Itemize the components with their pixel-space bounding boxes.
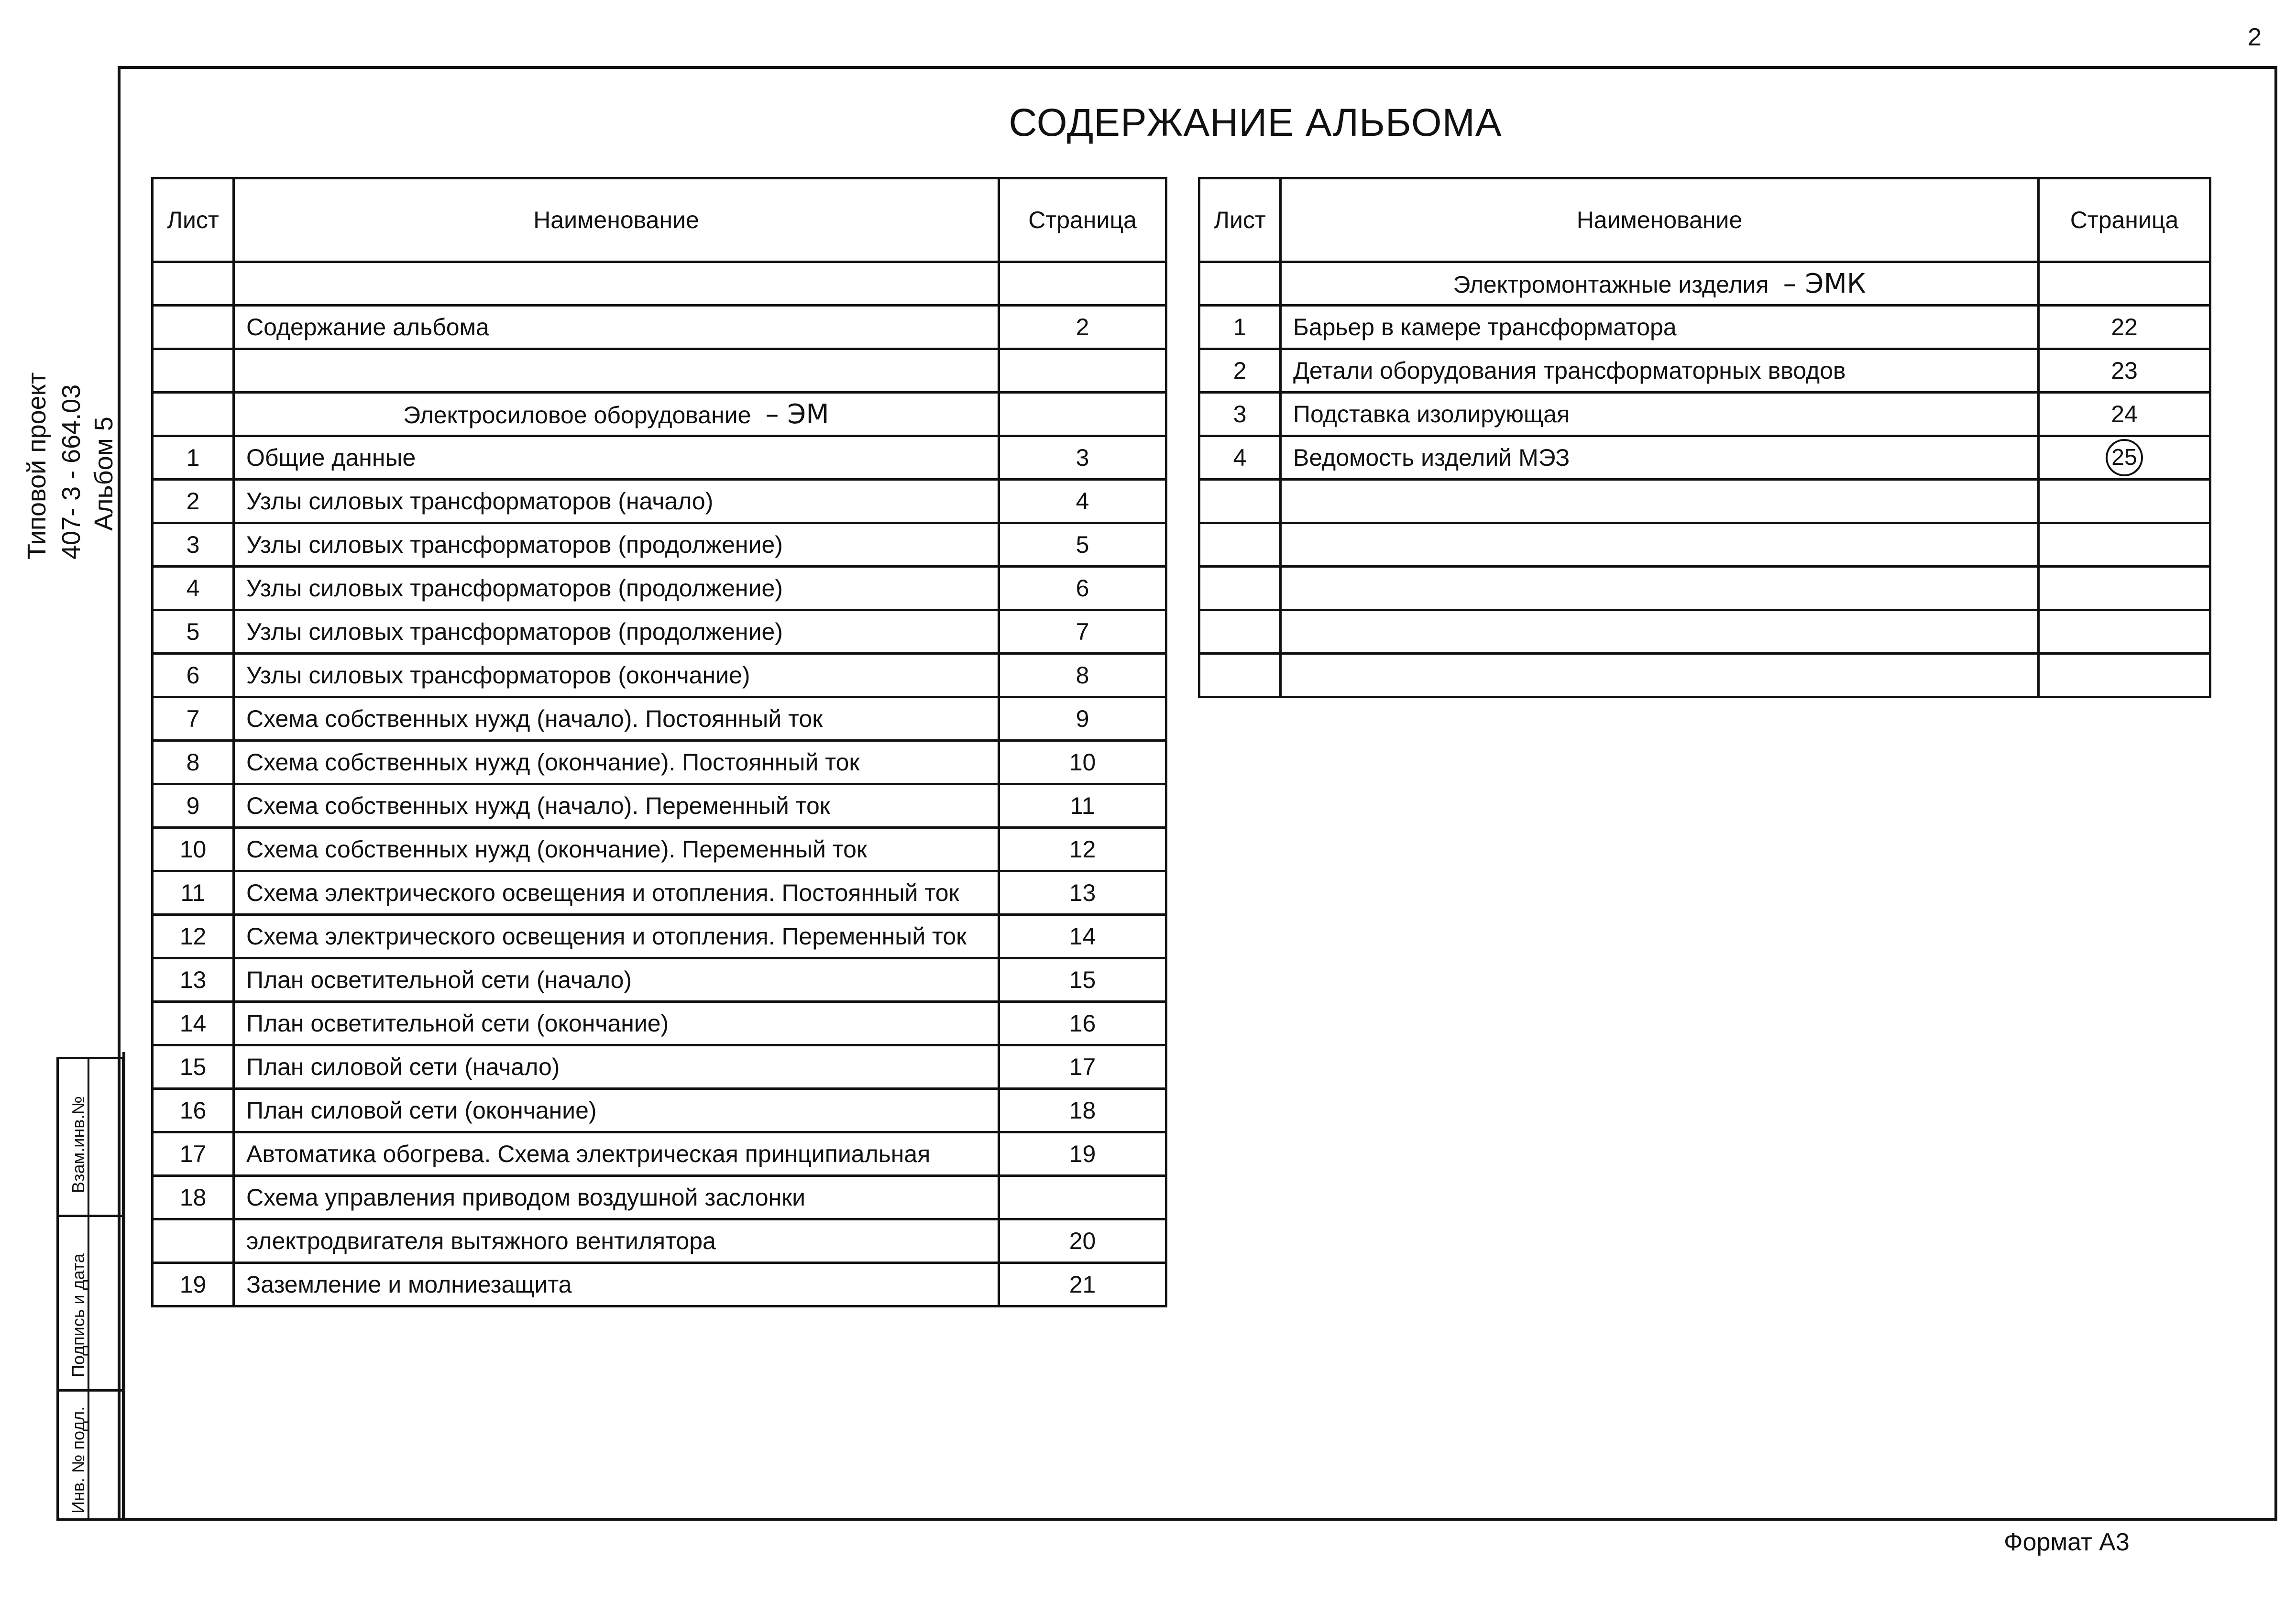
table-row [153,828,1166,871]
circled-page-number: 25 [2106,439,2143,476]
table-row [153,567,1166,610]
row-name: Узлы силовых трансформаторов (начало) [234,480,999,523]
row-page: 24 [2039,393,2210,436]
row-name: План осветительной сети (начало) [234,958,999,1002]
row-page: 10 [999,741,1166,784]
row-name: Схема электрического освещения и отопления. Постоянный ток [234,871,999,915]
empty-cell [1199,480,1281,523]
row-sheet-number: 2 [1199,349,1281,393]
row-name: Схема собственных нужд (начало). Переменный ток [234,784,999,828]
table-row [153,523,1166,567]
side-label-project-type: Типовой проект [22,372,51,560]
row-page: 23 [2039,349,2210,393]
header-sheet: Лист [153,178,234,262]
empty-row [1199,567,2210,610]
row-page: 9 [999,697,1166,741]
table-row [153,697,1166,741]
row-page: 13 [999,871,1166,915]
row-sheet-number: 6 [153,654,234,697]
table-header-row [153,178,1166,262]
section-marker: – ЭМ [765,398,829,430]
row-page: 15 [999,958,1166,1002]
row-sheet-number: 8 [153,741,234,784]
page-number: 2 [2248,23,2262,51]
empty-row [153,349,1166,393]
section-name: Электромонтажные изделия [1453,271,1769,298]
table-row [153,784,1166,828]
row-sheet-number: 19 [153,1263,234,1306]
row-name: Подставка изолирующая [1281,393,2039,436]
header-name: Наименование [234,178,999,262]
stamp-label-signature-date: Подпись и дата [68,1253,88,1377]
table-row [153,958,1166,1002]
row-page: 3 [999,436,1166,480]
empty-cell [1199,567,1281,610]
header-page: Страница [999,178,1166,262]
page-title: СОДЕРЖАНИЕ АЛЬБОМА [1009,101,1502,144]
contents-table-right [1198,177,2211,698]
row-name: Барьер в камере трансформатора [1281,306,2039,349]
row-sheet-number [153,1219,234,1263]
row-name: Схема электрического освещения и отопления. Переменный ток [234,915,999,958]
row-name: Схема собственных нужд (начало). Постоянный ток [234,697,999,741]
row-name: Узлы силовых трансформаторов (продолжение) [234,567,999,610]
row-page: 22 [2039,306,2210,349]
row-name: План силовой сети (окончание) [234,1089,999,1132]
empty-cell [1281,523,2039,567]
approval-stamp [56,1057,124,1521]
stamp-cell-inv-no [59,1389,122,1518]
row-name: Схема собственных нужд (окончание). Переменный ток [234,828,999,871]
row-sheet-number: 9 [153,784,234,828]
row-page: 20 [999,1219,1166,1263]
table-row [153,1132,1166,1176]
table-row [1199,349,2210,393]
table-row [153,1045,1166,1089]
row-sheet-number: 18 [153,1176,234,1219]
empty-cell [1199,610,1281,654]
contents-name: Содержание альбома [234,306,999,349]
row-name: План осветительной сети (окончание) [234,1002,999,1045]
row-page: 16 [999,1002,1166,1045]
empty-row [1199,523,2210,567]
table-row [153,654,1166,697]
header-sheet: Лист [1199,178,1281,262]
row-page: 11 [999,784,1166,828]
row-page: 18 [999,1089,1166,1132]
empty-cell [2039,654,2210,697]
table-row [153,610,1166,654]
row-sheet-number: 1 [153,436,234,480]
table-row [153,1263,1166,1306]
row-sheet-number: 15 [153,1045,234,1089]
row-name: Детали оборудования трансформаторных вводов [1281,349,2039,393]
table-header-row [1199,178,2210,262]
empty-cell [1199,654,1281,697]
empty-cell [1281,610,2039,654]
table-row [153,1176,1166,1219]
row-sheet-number: 3 [153,523,234,567]
row-name: Схема управления приводом воздушной заслонки [234,1176,999,1219]
row-sheet-number: 10 [153,828,234,871]
row-name: Ведомость изделий МЭЗ [1281,436,2039,480]
format-label: Формат А3 [2004,1528,2130,1556]
row-page: 12 [999,828,1166,871]
header-name: Наименование [1281,178,2039,262]
row-name: Автоматика обогрева. Схема электрическая принципиальная [234,1132,999,1176]
table-row [1199,436,2210,480]
table-row [153,1089,1166,1132]
row-name: Схема собственных нужд (окончание). Постоянный ток [234,741,999,784]
table-row [153,436,1166,480]
row-page [2039,436,2210,480]
section-row [153,393,1166,436]
stamp-cell-signature [59,1215,122,1389]
empty-cell [1199,523,1281,567]
row-sheet-number: 4 [153,567,234,610]
row-page: 6 [999,567,1166,610]
empty-row [153,262,1166,306]
row-page: 8 [999,654,1166,697]
section-title-em [234,393,999,436]
row-name: Узлы силовых трансформаторов (продолжение) [234,610,999,654]
row-sheet-number: 14 [153,1002,234,1045]
row-page: 14 [999,915,1166,958]
row-name: Узлы силовых трансформаторов (окончание) [234,654,999,697]
row-sheet-number: 17 [153,1132,234,1176]
section-marker: – ЭМК [1783,268,1866,299]
table-row [153,1219,1166,1263]
table-row [153,871,1166,915]
empty-cell [1281,567,2039,610]
empty-cell [2039,567,2210,610]
row-page: 7 [999,610,1166,654]
row-name: План силовой сети (начало) [234,1045,999,1089]
row-sheet-number: 13 [153,958,234,1002]
row-sheet-number: 2 [153,480,234,523]
contents-row [153,306,1166,349]
row-name: Общие данные [234,436,999,480]
header-page: Страница [2039,178,2210,262]
stamp-cell-replaced-inv [59,1059,122,1215]
contents-page: 2 [999,306,1166,349]
row-name: электродвигателя вытяжного вентилятора [234,1219,999,1263]
empty-cell [1281,654,2039,697]
table-row [1199,393,2210,436]
row-page: 21 [999,1263,1166,1306]
row-name: Заземление и молниезащита [234,1263,999,1306]
table-row [153,480,1166,523]
table-row [1199,306,2210,349]
row-sheet-number: 3 [1199,393,1281,436]
stamp-label-inv-no: Инв. № подл. [68,1406,88,1514]
row-page [999,1176,1166,1219]
empty-cell [2039,480,2210,523]
row-sheet-number: 4 [1199,436,1281,480]
row-sheet-number: 11 [153,871,234,915]
table-row [153,741,1166,784]
section-name: Электросиловое оборудование [403,401,751,428]
empty-row [1199,610,2210,654]
table-row [153,1002,1166,1045]
empty-row [1199,480,2210,523]
section-title-emk [1281,262,2039,306]
row-sheet-number: 5 [153,610,234,654]
empty-row [1199,654,2210,697]
row-sheet-number: 12 [153,915,234,958]
empty-cell [2039,523,2210,567]
row-name: Узлы силовых трансформаторов (продолжение) [234,523,999,567]
side-label-album: Альбом 5 [89,417,118,531]
row-sheet-number: 1 [1199,306,1281,349]
empty-cell [1281,480,2039,523]
row-page: 19 [999,1132,1166,1176]
row-page: 5 [999,523,1166,567]
contents-table-left [151,177,1167,1307]
side-label-project-code: 407- 3 - 664.03 [57,384,86,560]
row-page: 4 [999,480,1166,523]
row-sheet-number: 7 [153,697,234,741]
section-row [1199,262,2210,306]
table-row [153,915,1166,958]
row-page: 17 [999,1045,1166,1089]
stamp-label-replaced-inv: Взам.инв.№ [68,1096,88,1193]
empty-cell [2039,610,2210,654]
row-sheet-number: 16 [153,1089,234,1132]
